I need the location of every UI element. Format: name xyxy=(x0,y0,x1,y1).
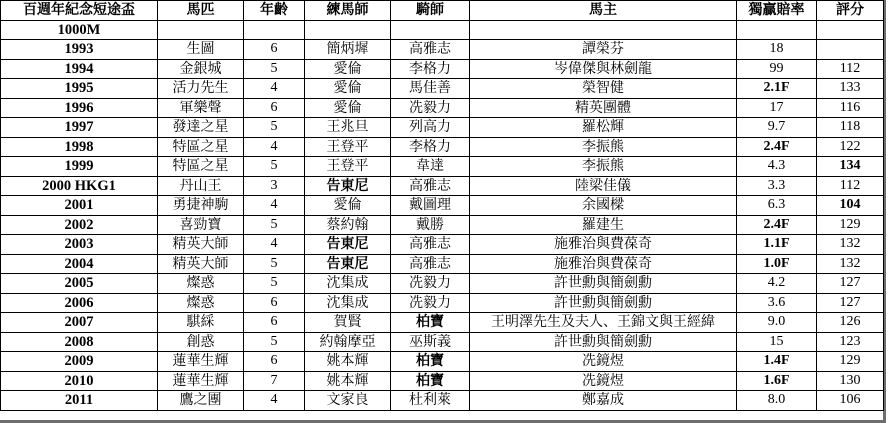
trainer-cell: 文家良 xyxy=(305,391,391,411)
trainer-cell: 賀賢 xyxy=(305,313,391,333)
jockey-cell: 冼毅力 xyxy=(391,274,470,294)
age-cell: 5 xyxy=(244,157,305,177)
odds-cell: 1.6F xyxy=(737,371,817,391)
jockey-cell: 冼毅力 xyxy=(391,293,470,313)
jockey-cell: 高雅志 xyxy=(391,254,470,274)
rating-cell: 129 xyxy=(817,215,884,235)
age-cell: 5 xyxy=(244,59,305,79)
age-cell: 3 xyxy=(244,176,305,196)
trainer-cell: 約翰摩亞 xyxy=(305,332,391,352)
trainer-cell: 沈集成 xyxy=(305,293,391,313)
table-row xyxy=(1,176,884,196)
rating-cell: 116 xyxy=(817,98,884,118)
age-cell: 5 xyxy=(244,332,305,352)
age-cell: 6 xyxy=(244,40,305,60)
horse-cell: 生圖 xyxy=(158,40,244,60)
rating-cell: 104 xyxy=(817,196,884,216)
owner-cell: 李振熊 xyxy=(470,137,737,157)
rating-cell: 127 xyxy=(817,274,884,294)
age-cell: 6 xyxy=(244,293,305,313)
age-cell: 5 xyxy=(244,254,305,274)
odds-cell: 3.6 xyxy=(737,293,817,313)
trainer-cell: 王登平 xyxy=(305,137,391,157)
jockey-cell: 李格力 xyxy=(391,137,470,157)
odds-cell: 17 xyxy=(737,98,817,118)
odds-cell: 2.4F xyxy=(737,215,817,235)
header-horse: 馬匹 xyxy=(158,1,244,21)
empty-cell xyxy=(817,20,884,40)
horse-cell: 丹山王 xyxy=(158,176,244,196)
horse-cell: 特區之星 xyxy=(158,157,244,177)
odds-cell: 2.4F xyxy=(737,137,817,157)
year-cell: 2006 xyxy=(1,293,158,313)
horse-cell: 燦惑 xyxy=(158,293,244,313)
owner-cell: 許世勳與簡劍勳 xyxy=(470,332,737,352)
rating-cell: 118 xyxy=(817,118,884,138)
table-row xyxy=(1,391,884,411)
horse-cell: 特區之星 xyxy=(158,137,244,157)
rating-cell: 134 xyxy=(817,157,884,177)
header-age: 年齡 xyxy=(244,1,305,21)
rating-cell xyxy=(817,40,884,60)
trainer-cell: 愛倫 xyxy=(305,79,391,99)
owner-cell: 王明澤先生及夫人、王錦文與王經緯 xyxy=(470,313,737,333)
table-row xyxy=(1,40,884,60)
rating-cell: 112 xyxy=(817,176,884,196)
jockey-cell: 柏寶 xyxy=(391,352,470,372)
distance-label: 1000M xyxy=(1,20,158,40)
owner-cell: 冼鏡煜 xyxy=(470,371,737,391)
odds-cell: 1.0F xyxy=(737,254,817,274)
rating-cell: 129 xyxy=(817,352,884,372)
year-cell: 1995 xyxy=(1,79,158,99)
year-cell: 2010 xyxy=(1,371,158,391)
age-cell: 7 xyxy=(244,371,305,391)
jockey-cell: 柏寶 xyxy=(391,313,470,333)
empty-cell xyxy=(470,20,737,40)
owner-cell: 羅建生 xyxy=(470,215,737,235)
year-cell: 2003 xyxy=(1,235,158,255)
rating-cell: 133 xyxy=(817,79,884,99)
owner-cell: 榮智健 xyxy=(470,79,737,99)
year-cell: 1994 xyxy=(1,59,158,79)
odds-cell: 9.7 xyxy=(737,118,817,138)
owner-cell: 羅松輝 xyxy=(470,118,737,138)
header-jockey: 騎師 xyxy=(391,1,470,21)
trainer-cell: 簡炳墀 xyxy=(305,40,391,60)
jockey-cell: 戴圖理 xyxy=(391,196,470,216)
header-row xyxy=(1,1,884,21)
horse-cell: 燦惑 xyxy=(158,274,244,294)
owner-cell: 李振熊 xyxy=(470,157,737,177)
age-cell: 4 xyxy=(244,235,305,255)
empty-cell xyxy=(305,20,391,40)
rating-cell: 126 xyxy=(817,313,884,333)
table-row xyxy=(1,352,884,372)
horse-cell: 發達之星 xyxy=(158,118,244,138)
year-cell: 2002 xyxy=(1,215,158,235)
owner-cell: 陸梁佳儀 xyxy=(470,176,737,196)
table-row xyxy=(1,274,884,294)
horse-cell: 蓮華生輝 xyxy=(158,352,244,372)
owner-cell: 許世勳與簡劍勳 xyxy=(470,274,737,294)
odds-cell: 15 xyxy=(737,332,817,352)
trainer-cell: 告東尼 xyxy=(305,235,391,255)
year-cell: 2011 xyxy=(1,391,158,411)
owner-cell: 岑偉傑與林劍龍 xyxy=(470,59,737,79)
jockey-cell: 馬佳善 xyxy=(391,79,470,99)
table-row xyxy=(1,196,884,216)
horse-cell: 蓮華生輝 xyxy=(158,371,244,391)
odds-cell: 1.4F xyxy=(737,352,817,372)
age-cell: 4 xyxy=(244,137,305,157)
odds-cell: 1.1F xyxy=(737,235,817,255)
trainer-cell: 王兆旦 xyxy=(305,118,391,138)
owner-cell: 施雅治與費葆奇 xyxy=(470,254,737,274)
horse-cell: 精英大師 xyxy=(158,235,244,255)
jockey-cell: 戴勝 xyxy=(391,215,470,235)
horse-cell: 精英大師 xyxy=(158,254,244,274)
horse-cell: 喜勁寶 xyxy=(158,215,244,235)
odds-cell: 9.0 xyxy=(737,313,817,333)
jockey-cell: 冼毅力 xyxy=(391,98,470,118)
year-cell: 2007 xyxy=(1,313,158,333)
year-cell: 2008 xyxy=(1,332,158,352)
empty-cell xyxy=(158,20,244,40)
table-row xyxy=(1,254,884,274)
distance-row xyxy=(1,20,884,40)
age-cell: 5 xyxy=(244,118,305,138)
age-cell: 6 xyxy=(244,352,305,372)
year-cell: 2009 xyxy=(1,352,158,372)
age-cell: 5 xyxy=(244,215,305,235)
jockey-cell: 柏寶 xyxy=(391,371,470,391)
rating-cell: 132 xyxy=(817,235,884,255)
year-cell: 1993 xyxy=(1,40,158,60)
table-row xyxy=(1,371,884,391)
odds-cell: 4.3 xyxy=(737,157,817,177)
horse-cell: 勇捷神駒 xyxy=(158,196,244,216)
trainer-cell: 姚本輝 xyxy=(305,352,391,372)
rating-cell: 106 xyxy=(817,391,884,411)
owner-cell: 譚榮芬 xyxy=(470,40,737,60)
trainer-cell: 姚本輝 xyxy=(305,371,391,391)
year-cell: 1996 xyxy=(1,98,158,118)
table-row xyxy=(1,59,884,79)
odds-cell: 3.3 xyxy=(737,176,817,196)
header-rating: 評分 xyxy=(817,1,884,21)
odds-cell: 18 xyxy=(737,40,817,60)
year-cell: 2005 xyxy=(1,274,158,294)
odds-cell: 99 xyxy=(737,59,817,79)
horse-cell: 鷹之團 xyxy=(158,391,244,411)
horse-cell: 金銀城 xyxy=(158,59,244,79)
trainer-cell: 沈集成 xyxy=(305,274,391,294)
rating-cell: 132 xyxy=(817,254,884,274)
age-cell: 5 xyxy=(244,274,305,294)
age-cell: 4 xyxy=(244,391,305,411)
empty-cell xyxy=(391,20,470,40)
table-row xyxy=(1,79,884,99)
table-row xyxy=(1,235,884,255)
trainer-cell: 蔡約翰 xyxy=(305,215,391,235)
jockey-cell: 李格力 xyxy=(391,59,470,79)
header-owner: 馬主 xyxy=(470,1,737,21)
table-row xyxy=(1,215,884,235)
year-cell: 1998 xyxy=(1,137,158,157)
horse-cell: 活力先生 xyxy=(158,79,244,99)
odds-cell: 2.1F xyxy=(737,79,817,99)
age-cell: 6 xyxy=(244,313,305,333)
owner-cell: 許世勳與簡劍勳 xyxy=(470,293,737,313)
rating-cell: 123 xyxy=(817,332,884,352)
table-row xyxy=(1,293,884,313)
trainer-cell: 告東尼 xyxy=(305,254,391,274)
table-row xyxy=(1,137,884,157)
rating-cell: 112 xyxy=(817,59,884,79)
jockey-cell: 高雅志 xyxy=(391,40,470,60)
trainer-cell: 愛倫 xyxy=(305,59,391,79)
jockey-cell: 高雅志 xyxy=(391,235,470,255)
rating-cell: 122 xyxy=(817,137,884,157)
trainer-cell: 愛倫 xyxy=(305,196,391,216)
jockey-cell: 巫斯義 xyxy=(391,332,470,352)
year-cell: 2001 xyxy=(1,196,158,216)
table-row xyxy=(1,157,884,177)
table-row xyxy=(1,118,884,138)
odds-cell: 6.3 xyxy=(737,196,817,216)
header-odds: 獨贏賠率 xyxy=(737,1,817,21)
header-trainer: 練馬師 xyxy=(305,1,391,21)
trainer-cell: 告東尼 xyxy=(305,176,391,196)
odds-cell: 8.0 xyxy=(737,391,817,411)
horse-cell: 騏綵 xyxy=(158,313,244,333)
age-cell: 6 xyxy=(244,98,305,118)
jockey-cell: 韋達 xyxy=(391,157,470,177)
year-cell: 2004 xyxy=(1,254,158,274)
owner-cell: 鄭嘉成 xyxy=(470,391,737,411)
jockey-cell: 杜利萊 xyxy=(391,391,470,411)
table-row xyxy=(1,313,884,333)
owner-cell: 冼鏡煜 xyxy=(470,352,737,372)
owner-cell: 余國樑 xyxy=(470,196,737,216)
header-race: 百週年紀念短途盃 xyxy=(1,1,158,21)
odds-cell: 4.2 xyxy=(737,274,817,294)
empty-cell xyxy=(244,20,305,40)
trainer-cell: 愛倫 xyxy=(305,98,391,118)
empty-cell xyxy=(737,20,817,40)
horse-cell: 軍樂聲 xyxy=(158,98,244,118)
table-row xyxy=(1,332,884,352)
year-cell: 2000 HKG1 xyxy=(1,176,158,196)
owner-cell: 精英團體 xyxy=(470,98,737,118)
jockey-cell: 列高力 xyxy=(391,118,470,138)
year-cell: 1999 xyxy=(1,157,158,177)
trainer-cell: 王登平 xyxy=(305,157,391,177)
age-cell: 4 xyxy=(244,196,305,216)
owner-cell: 施雅治與費葆奇 xyxy=(470,235,737,255)
rating-cell: 130 xyxy=(817,371,884,391)
jockey-cell: 高雅志 xyxy=(391,176,470,196)
rating-cell: 127 xyxy=(817,293,884,313)
horse-cell: 創惑 xyxy=(158,332,244,352)
age-cell: 4 xyxy=(244,79,305,99)
year-cell: 1997 xyxy=(1,118,158,138)
table-row xyxy=(1,98,884,118)
